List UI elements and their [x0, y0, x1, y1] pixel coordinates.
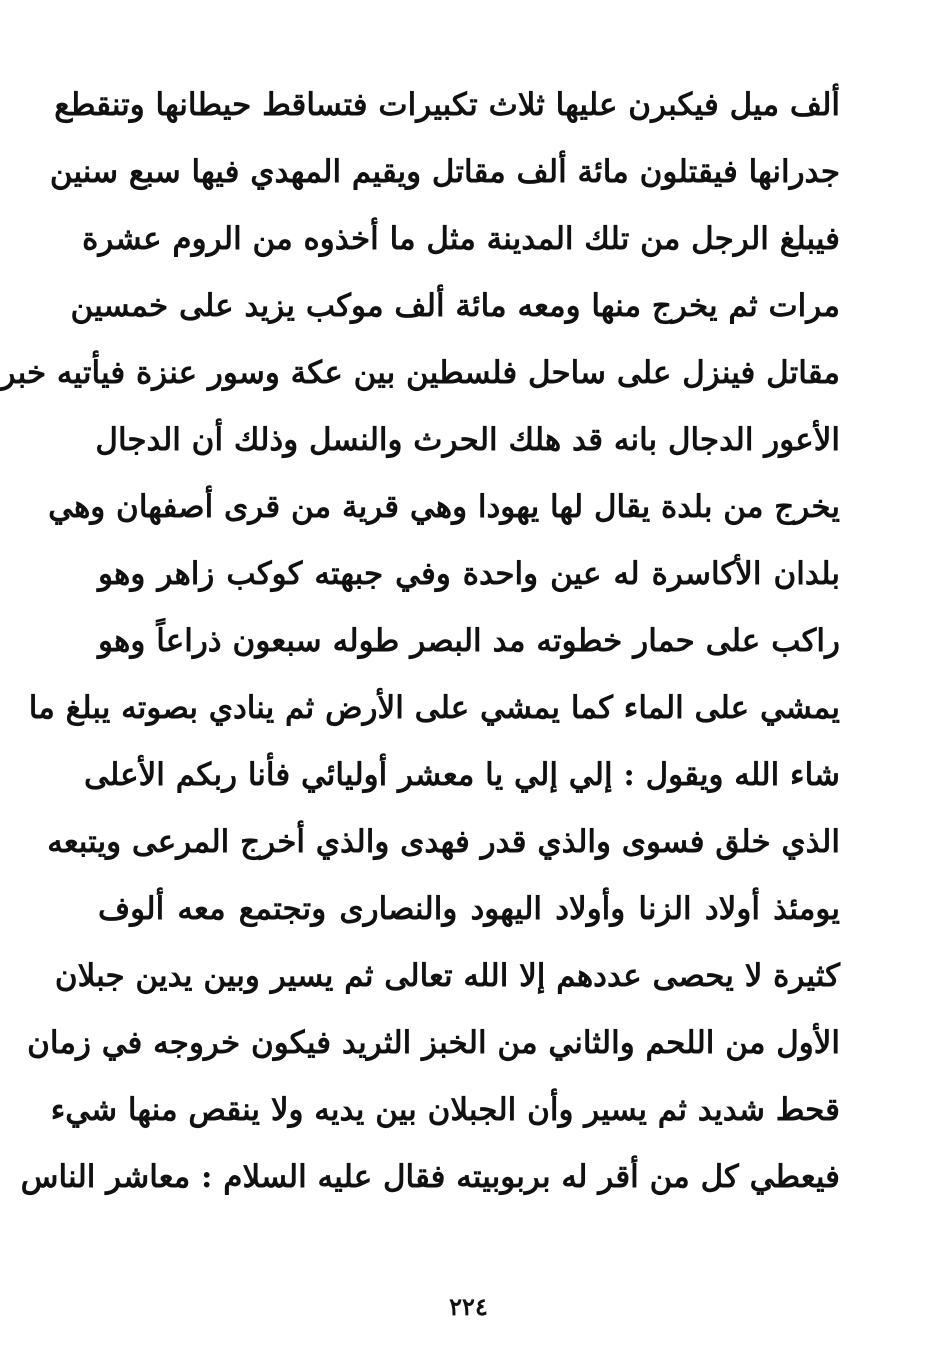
- text-line: ألف ميل فيكبرن عليها ثلاث تكبيرات فتساقط حيطانها وتنقطع: [54, 87, 840, 123]
- text-line: كثيرة لا يحصى عددهم إلا الله تعالى ثم يسير وبين يدين جبلان: [54, 958, 840, 994]
- text-line: راكب على حمار خطوته مد البصر طوله سبعون ذراعاً وهو: [98, 623, 840, 659]
- text-line: مقاتل فينزل على ساحل فلسطين بين عكة وسور عنزة فيأتيه خبر: [0, 355, 840, 391]
- body-text: [0, 72, 840, 1211]
- text-line: فيعطي كل من أقر له بربوبيته فقال عليه السلام : معاشر الناس: [20, 1159, 840, 1195]
- text-line: يخرج من بلدة يقال لها يهودا وهي قرية من قرى أصفهان وهي: [48, 489, 840, 525]
- text-line: الأعور الدجال بانه قد هلك الحرث والنسل وذلك أن الدجال: [95, 422, 840, 458]
- text-line: بلدان الأكاسرة له عين واحدة وفي جبهته كوكب زاهر وهو: [98, 556, 840, 592]
- text-line: مرات ثم يخرج منها ومعه مائة ألف موكب يزيد على خمسين: [70, 288, 840, 324]
- text-line: شاء الله ويقول : إلي إلي يا معشر أوليائي فأنا ربكم الأعلى: [84, 757, 840, 793]
- text-line: يومئذ أولاد الزنا وأولاد اليهود والنصارى وتجتمع معه ألوف: [98, 891, 840, 927]
- text-line: جدرانها فيقتلون مائة ألف مقاتل ويقيم المهدي فيها سبع سنين: [49, 154, 840, 190]
- text-line: الذي خلق فسوى والذي قدر فهدى والذي أخرج المرعى ويتبعه: [47, 824, 840, 860]
- text-line: فيبلغ الرجل من تلك المدينة مثل ما أخذوه من الروم عشرة: [82, 221, 840, 257]
- page-number: ٢٢٤: [449, 1292, 488, 1321]
- text-line: الأول من اللحم والثاني من الخبز الثريد فيكون خروجه في زمان: [27, 1025, 840, 1061]
- text-line: يمشي على الماء كما يمشي على الأرض ثم ينادي بصوته يبلغ ما: [28, 690, 840, 726]
- text-line: قحط شديد ثم يسير وأن الجبلان بين يديه ولا ينقص منها شيء: [50, 1092, 840, 1128]
